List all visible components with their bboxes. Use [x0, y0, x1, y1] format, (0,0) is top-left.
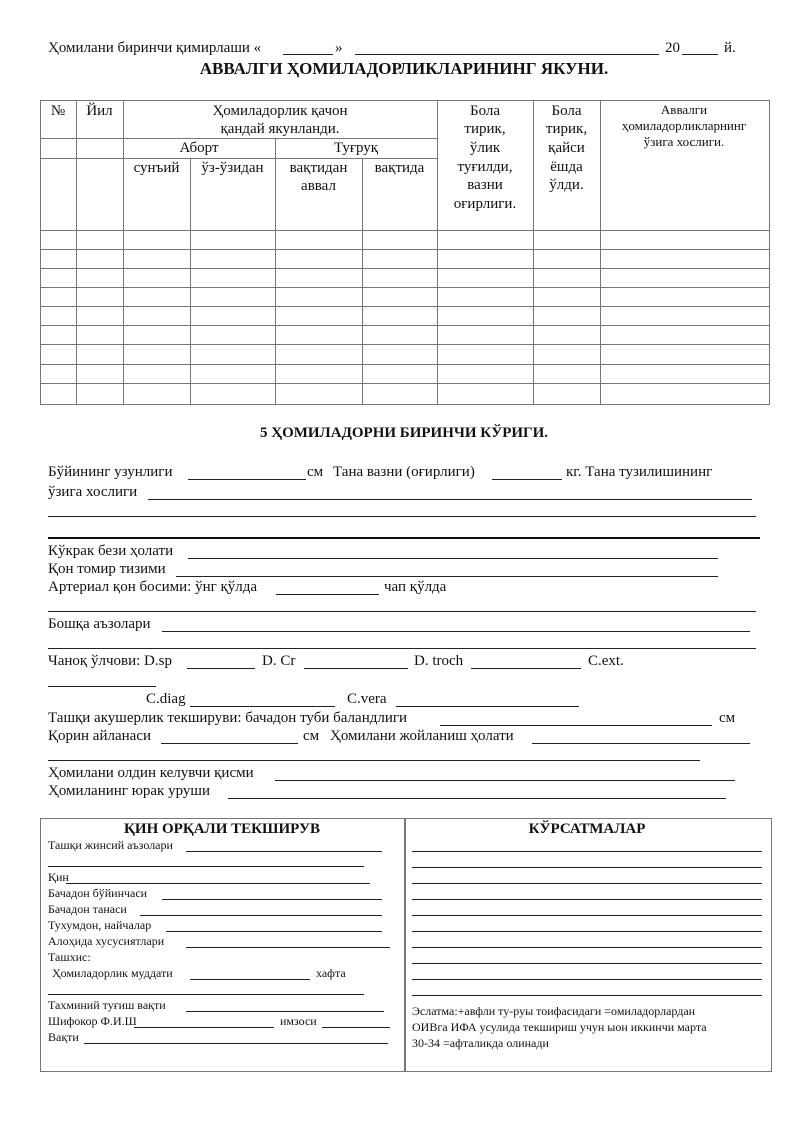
time-label: Вақти [48, 1030, 79, 1044]
recommendation-line[interactable] [412, 947, 762, 948]
year-prefix: 20 [665, 40, 680, 56]
recommendation-line[interactable] [412, 867, 762, 868]
col-abort: Аборт [179, 140, 219, 156]
first-exam-title: 5 ҲОМИЛАДОРНИ БИРИНЧИ КЎРИГИ. [259, 425, 548, 441]
pelvis-label: Чаноқ ўлчови: D.sp [48, 653, 172, 669]
position-label: Ҳомилани жойланиш ҳолати [330, 728, 514, 744]
col-alive-line: туғилди, [457, 159, 513, 175]
col-preterm-line1: вақтидан [289, 160, 348, 176]
c-diag-field[interactable] [190, 706, 335, 707]
diagnosis-label: Ташхис: [48, 950, 91, 964]
movement-date-field[interactable] [283, 54, 333, 55]
previous-pregnancies-title: АВВАЛГИ ҲОМИЛАДОРЛИКЛАРИНИНГ ЯКУНИ. [199, 59, 609, 78]
vessels-field[interactable] [176, 576, 718, 577]
weight-unit: кг. Тана тузилишининг [566, 464, 713, 480]
col-died-line: қайси [548, 140, 585, 156]
features-label: Алоҳида хусусиятлари [48, 934, 165, 948]
recommendation-line[interactable] [412, 899, 762, 900]
breast-field[interactable] [188, 558, 718, 559]
col-outcome-line2: қандай якунланди. [220, 121, 340, 137]
movement-close: » [335, 40, 343, 56]
fundus-height-field[interactable] [440, 725, 712, 726]
body-feature-field[interactable] [148, 499, 752, 500]
col-preterm-line2: аввал [301, 178, 336, 194]
abdomen-label: Қорин айланаси [48, 728, 152, 744]
col-alive-line: Бола [469, 103, 501, 119]
height-unit: см [307, 464, 324, 480]
vessels-label: Қон томир тизими [48, 561, 166, 577]
c-ext-field[interactable] [48, 686, 156, 687]
d-cr-field[interactable] [304, 668, 408, 669]
vaginal-exam-box [40, 818, 406, 1072]
year-suffix: й. [724, 40, 736, 56]
recommendation-line[interactable] [412, 915, 762, 916]
vaginal-exam-title: ҚИН ОРҚАЛИ ТЕКШИРУВ [124, 821, 320, 837]
term-label: Ҳомиладорлик муддати [52, 966, 173, 980]
recommendations-title: КЎРСАТМАЛАР [528, 821, 646, 837]
col-year: Йил [86, 103, 113, 119]
header-line [48, 39, 748, 57]
bp-right-field[interactable] [276, 594, 379, 595]
recommendation-line[interactable] [412, 851, 762, 852]
col-features-line: ўзига хослиги. [643, 134, 725, 149]
presenting-field[interactable] [275, 780, 735, 781]
fundus-unit: см [719, 710, 736, 726]
recommendation-line[interactable] [412, 883, 762, 884]
abdomen-unit: см [303, 728, 320, 744]
due-date-label: Тахминий туғиш вақти [48, 998, 166, 1012]
other-organs-field[interactable] [162, 631, 750, 632]
c-vera-label: C.vera [347, 691, 387, 707]
c-diag-label: C.diag [146, 691, 186, 707]
bp-left-field[interactable] [48, 611, 756, 612]
bp-left-label: чап қўлда [384, 579, 447, 595]
col-died-line: тирик, [545, 121, 588, 137]
d-troch-label: D. troch [414, 653, 464, 669]
movement-detail-field[interactable] [355, 54, 659, 55]
col-alive-line: вазни [467, 177, 503, 193]
bp-label: Артериал қон босими: ўнг қўлда [48, 579, 258, 595]
col-alive-line: тирик, [464, 121, 506, 137]
breast-label: Кўкрак бези ҳолати [48, 543, 174, 559]
col-died-line: ёшда [550, 159, 583, 175]
weight-label: Тана вазни (оғирлиги) [333, 464, 475, 480]
col-died-line: ўлди. [549, 177, 584, 193]
abdomen-field[interactable] [161, 743, 298, 744]
cervix-label: Бачадон бўйинчаси [48, 886, 148, 900]
signature-label: имзоси [280, 1014, 317, 1028]
d-sp-field[interactable] [187, 668, 255, 669]
vagina-label: Қин [48, 870, 69, 884]
height-field[interactable] [188, 479, 306, 480]
body-feature-field-2[interactable] [48, 516, 756, 517]
recommendation-line[interactable] [412, 995, 762, 996]
body-feature-label: ўзига хослиги [48, 484, 138, 500]
d-troch-field[interactable] [471, 668, 581, 669]
position-field[interactable] [532, 743, 750, 744]
d-cr-label: D. Cr [262, 653, 296, 669]
c-ext-label: C.ext. [588, 653, 624, 669]
col-birth: Туғруқ [333, 140, 379, 156]
weeks-label: хафта [316, 966, 346, 980]
note-line: 30-34 =афталикда олинади [412, 1036, 549, 1050]
other-organs-label: Бошқа аъзолари [48, 616, 151, 632]
recommendation-line[interactable] [412, 931, 762, 932]
note-line: Эслатма:+авфли ту-руы тоифасидаги =омиладорлардан [412, 1004, 696, 1018]
presenting-label: Ҳомилани олдин келувчи қисми [48, 765, 254, 781]
heartbeat-field[interactable] [228, 798, 726, 799]
col-number: № [50, 103, 66, 119]
col-artificial: сунъий [133, 160, 180, 176]
external-genitals-label: Ташқи жинсий аъзолари [48, 838, 173, 852]
col-features-line: ҳомиладорликларнинг [621, 118, 747, 133]
other-organs-field-2[interactable] [48, 648, 756, 649]
uterus-body-label: Бачадон танаси [48, 902, 127, 916]
col-features-line: Аввалги [660, 102, 708, 117]
height-label: Бўйининг узунлиги [48, 464, 173, 480]
col-term: вақтида [374, 160, 425, 176]
c-vera-field[interactable] [396, 706, 579, 707]
col-outcome-line1: Ҳомиладорлик қачон [212, 103, 348, 119]
weight-field[interactable] [492, 479, 562, 480]
external-exam-label: Ташқи акушерлик текшируви: бачадон туби баландлиги [48, 710, 408, 726]
ovaries-label: Тухумдон, найчалар [48, 918, 152, 932]
year-field[interactable] [682, 54, 718, 55]
heartbeat-label: Ҳомиланинг юрак уруши [48, 783, 210, 799]
recommendation-line[interactable] [412, 979, 762, 980]
recommendation-note [412, 1003, 764, 1051]
doctor-label: Шифокор Ф.И.Ш [48, 1014, 137, 1028]
col-alive-line: оғирлиги. [453, 196, 517, 212]
col-alive-line: ўлик [469, 140, 501, 156]
recommendation-line[interactable] [412, 963, 762, 964]
col-died-line: Бола [551, 103, 582, 119]
position-field-2[interactable] [48, 760, 700, 761]
separator-line [48, 537, 760, 539]
col-spontaneous: ўз-ўзидан [201, 160, 264, 176]
note-line: ОИВга ИФА усулида текшириш учун ыон иккинчи марта [412, 1020, 707, 1034]
movement-label: Ҳомилани биринчи қимирлаши « [48, 40, 262, 56]
